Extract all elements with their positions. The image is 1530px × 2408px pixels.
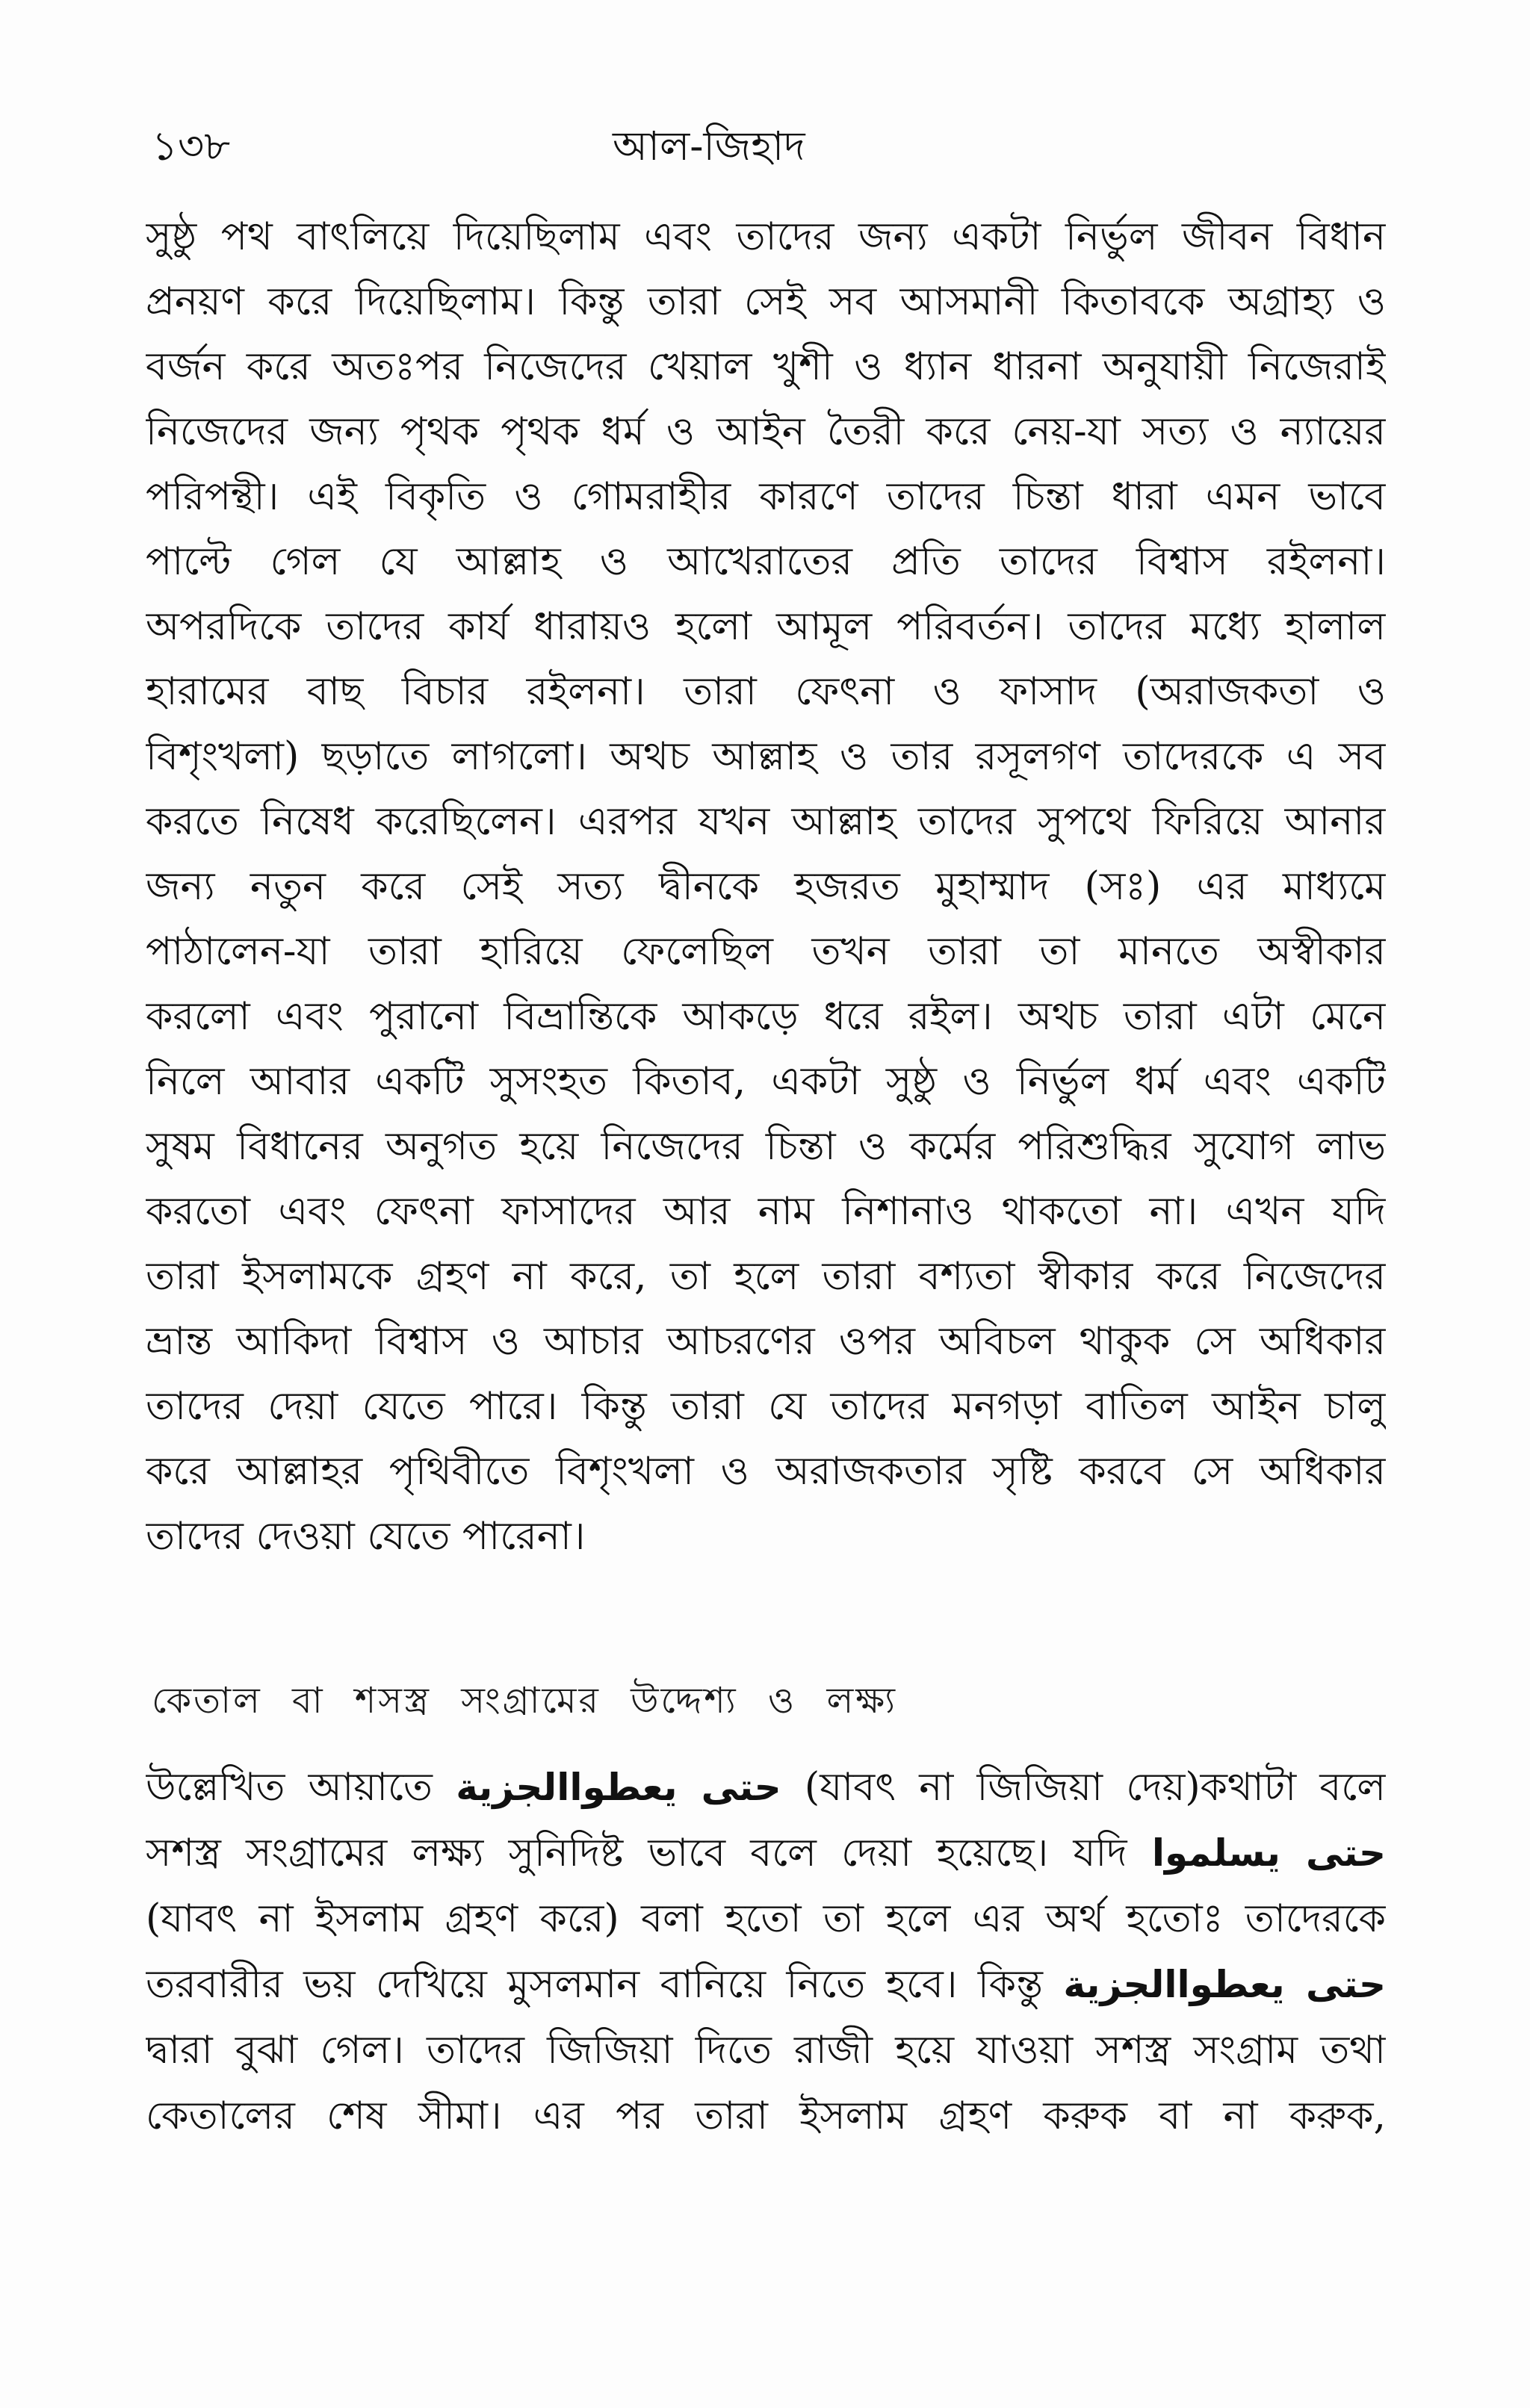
body-line: ভ্রান্ত আকিদা বিশ্বাস ও আচার আচরণের ওপর অবিচল থাকুক সে অধিকার <box>146 1319 1386 1364</box>
body-line: হারামের বাছ বিচার রইলনা। তারা ফেৎনা ও ফাসাদ (অরাজকতা ও <box>146 669 1386 714</box>
body-line: বিশৃংখলা) ছড়াতে লাগলো। অথচ আল্লাহ ও তার রসূলগণ তাদেরকে এ সব <box>146 734 1386 779</box>
line-text: উল্লেখিত আয়াতে <box>146 1765 433 1810</box>
body-line <box>146 1820 1386 1886</box>
body-line: অপরদিকে তাদের কার্য ধারায়ও হলো আমূল পরিবর্তন। তাদের মধ্যে হালাল <box>146 604 1386 649</box>
body-line: সুষ্ঠু পথ বাৎলিয়ে দিয়েছিলাম এবং তাদের জন্য একটা নির্ভুল জীবন বিধান <box>146 214 1386 259</box>
body-line: কেতালের শেষ সীমা। এর পর তারা ইসলাম গ্রহণ করুক বা না করুক, <box>146 2094 1386 2138</box>
body-line: করে আল্লাহর পৃথিবীতে বিশৃংখলা ও অরাজকতার সৃষ্টি করবে সে অধিকার <box>146 1449 1386 1494</box>
arabic-phrase: حتى يعطواالجزية <box>1063 1963 1386 2006</box>
running-header <box>146 114 1386 179</box>
running-title: আল-জিহাদ <box>613 122 805 170</box>
body-line: (যাবৎ না ইসলাম গ্রহণ করে) বলা হতো তা হলে এর অর্থ হতোঃ তাদেরকে <box>146 1896 1386 1941</box>
arabic-phrase: حتى يسلموا <box>1151 1831 1386 1875</box>
line-text: (যাবৎ না জিজিয়া দেয়)কথাটা বলে <box>804 1765 1386 1810</box>
body-line: করতো এবং ফেৎনা ফাসাদের আর নাম নিশানাও থাকতো না। এখন যদি <box>146 1189 1386 1234</box>
paragraph <box>146 205 1386 1569</box>
body-line: প্রনয়ণ করে দিয়েছিলাম। কিন্তু তারা সেই সব আসমানী কিতাবকে অগ্রাহ্য ও <box>146 279 1386 324</box>
body-line: করলো এবং পুরানো বিভ্রান্তিকে আকড়ে ধরে রইল। অথচ তারা এটা মেনে <box>146 994 1386 1039</box>
body-line: জন্য নতুন করে সেই সত্য দ্বীনকে হজরত মুহাম্মাদ (সঃ) এর মাধ্যমে <box>146 864 1386 909</box>
body-line: নিজেদের জন্য পৃথক পৃথক ধর্ম ও আইন তৈরী করে নেয়-যা সত্য ও ন্যায়ের <box>146 409 1386 454</box>
paragraph <box>146 1754 1386 2149</box>
body-line: তাদের দেওয়া যেতে পারেনা। <box>146 1514 586 1559</box>
page-number: ১৩৮ <box>152 122 231 170</box>
body-line: পরিপন্থী। এই বিকৃতি ও গোমরাহীর কারণে তাদের চিন্তা ধারা এমন ভাবে <box>146 474 1386 519</box>
line-text: সশস্ত্র সংগ্রামের লক্ষ্য সুনিদিষ্ট ভাবে বলে দেয়া হয়েছে। যদি <box>146 1831 1127 1875</box>
line-text: তরবারীর ভয় দেখিয়ে মুসলমান বানিয়ে নিতে হবে। কিন্তু <box>146 1962 1043 2007</box>
section-heading: কেতাল বা শসস্ত্র সংগ্রামের উদ্দেশ্য ও লক্ষ্য <box>152 1680 898 1722</box>
body-line: পাল্টে গেল যে আল্লাহ ও আখেরাতের প্রতি তাদের বিশ্বাস রইলনা। <box>146 539 1386 584</box>
body-line: করতে নিষেধ করেছিলেন। এরপর যখন আল্লাহ তাদের সুপথে ফিরিয়ে আনার <box>146 799 1386 844</box>
body-line: দ্বারা বুঝা গেল। তাদের জিজিয়া দিতে রাজী হয়ে যাওয়া সশস্ত্র সংগ্রাম তথা <box>146 2028 1386 2073</box>
body-line: বর্জন করে অতঃপর নিজেদের খেয়াল খুশী ও ধ্যান ধারনা অনুযায়ী নিজেরাই <box>146 344 1386 389</box>
body-line: সুষম বিধানের অনুগত হয়ে নিজেদের চিন্তা ও কর্মের পরিশুদ্ধির সুযোগ লাভ <box>146 1124 1386 1169</box>
body-line <box>146 1754 1386 1820</box>
body-line: পাঠালেন-যা তারা হারিয়ে ফেলেছিল তখন তারা তা মানতে অস্বীকার <box>146 929 1386 974</box>
body-line <box>146 1952 1386 2017</box>
body-line: নিলে আবার একটি সুসংহত কিতাব, একটা সুষ্ঠু ও নির্ভুল ধর্ম এবং একটি <box>146 1059 1386 1104</box>
body-line: তাদের দেয়া যেতে পারে। কিন্তু তারা যে তাদের মনগড়া বাতিল আইন চালু <box>146 1384 1386 1429</box>
arabic-phrase: حتى يعطواالجزية <box>456 1766 781 1809</box>
body-line: তারা ইসলামকে গ্রহণ না করে, তা হলে তারা বশ্যতা স্বীকার করে নিজেদের <box>146 1254 1386 1299</box>
